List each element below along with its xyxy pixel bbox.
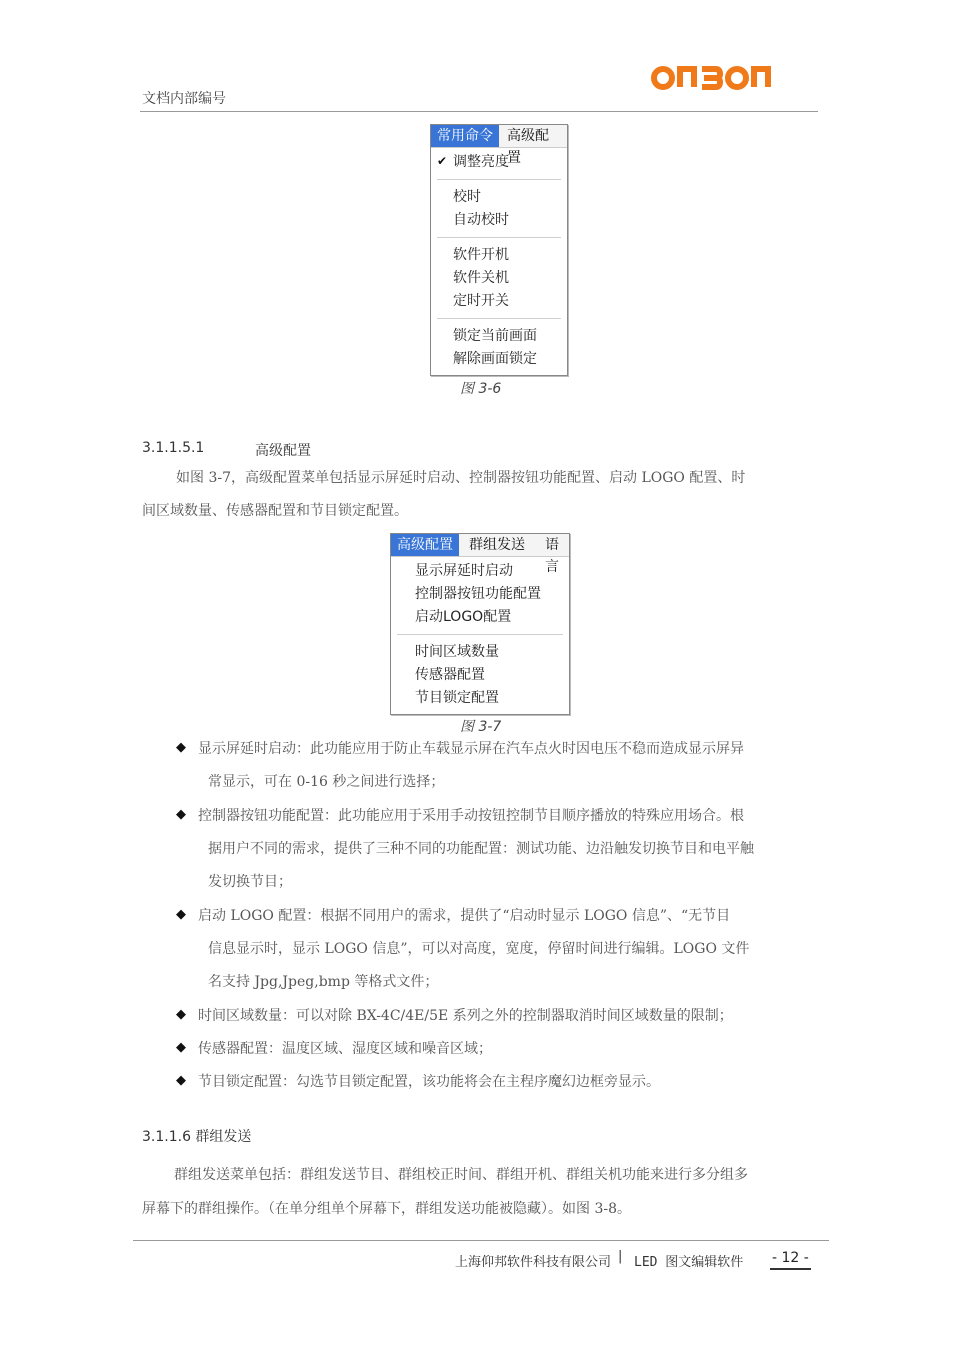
section-heading: 3.1.1.6 群组发送 [142, 1129, 252, 1145]
onbon-logo-graphic [650, 65, 778, 91]
bullet-line: 名支持 Jpg,Jpeg,bmp 等格式文件； [208, 974, 439, 990]
bullet-line: 信息显示时，显示 LOGO 信息”，可以对高度，宽度，停留时间进行编辑。LOGO 文件 [208, 941, 750, 957]
bullet-line: 启动 LOGO 配置：根据不同用户的需求，提供了“启动时显示 LOGO 信息”、“无节目 [198, 908, 731, 924]
footer-company: 上海仰邦软件科技有限公司 [455, 1255, 612, 1270]
menu-item-time-zone-count[interactable]: 时间区域数量 [415, 644, 499, 660]
figure-3-7-caption: 图 3-7 [460, 719, 502, 735]
menu-separator [437, 237, 561, 238]
menu-advanced-config[interactable]: 高级配置 [391, 534, 459, 556]
bullet-diamond-icon: ◆ [176, 907, 186, 922]
bullet-line: 发切换节目； [208, 874, 292, 890]
section-number: 3.1.1.5.1 [142, 440, 205, 456]
bullet-diamond-icon: ◆ [176, 1073, 186, 1088]
menu-item-delayed-start[interactable]: 显示屏延时启动 [415, 563, 513, 579]
paragraph-line: 如图 3-7，高级配置菜单包括显示屏延时启动、控制器按钮功能配置、启动 LOGO 配置、时 [176, 470, 746, 486]
bullet-line: 常显示，可在 0-16 秒之间进行选择； [208, 774, 445, 790]
bullet-diamond-icon: ◆ [176, 1040, 186, 1055]
header-rule [140, 111, 818, 112]
document-number-label: 文档内部编号 [142, 91, 226, 107]
paragraph-line: 群组发送菜单包括：群组发送节目、群组校正时间、群组开机、群组关机功能来进行多分组多 [174, 1167, 748, 1183]
menu-advanced-config[interactable]: 高级配置 [507, 128, 549, 166]
menu-item-program-lock[interactable]: 节目锁定配置 [415, 690, 499, 706]
menu-item-button-config[interactable]: 控制器按钮功能配置 [415, 586, 541, 602]
menu-item-lock-screen[interactable]: 锁定当前画面 [453, 328, 537, 344]
bullet-diamond-icon: ◆ [176, 740, 186, 755]
footer-product: LED 图文编辑软件 [634, 1255, 744, 1270]
menu-item-software-power-off[interactable]: 软件关机 [453, 270, 509, 286]
menu-language[interactable]: 语言 [545, 537, 559, 575]
menu-common-commands[interactable]: 常用命令 [431, 125, 499, 147]
menu-item-adjust-brightness[interactable]: 调整亮度 [453, 154, 509, 170]
menu-item-sensor-config[interactable]: 传感器配置 [415, 667, 485, 683]
section-title: 高级配置 [255, 443, 311, 459]
bullet-line: 传感器配置：温度区域、湿度区域和噪音区域； [198, 1041, 492, 1057]
menu-item-timed-switch[interactable]: 定时开关 [453, 293, 509, 309]
menu-group-send[interactable]: 群组发送 [469, 537, 525, 553]
menu-item-logo-config[interactable]: 启动LOGO配置 [415, 609, 512, 625]
paragraph-line: 屏幕下的群组操作。（在单分组单个屏幕下，群组发送功能被隐藏）。如图 3-8。 [142, 1201, 631, 1217]
bullet-line: 时间区域数量：可以对除 BX-4C/4E/5E 系列之外的控制器取消时间区域数量的限制； [198, 1008, 733, 1024]
menu-separator [437, 179, 561, 180]
footer-rule [133, 1240, 829, 1241]
paragraph-line: 间区域数量、传感器配置和节目锁定配置。 [142, 503, 408, 519]
check-icon: ✔ [437, 154, 448, 168]
menu-item-time-calibration[interactable]: 校时 [453, 189, 481, 205]
advanced-config-menu [390, 533, 570, 715]
bullet-line: 控制器按钮功能配置：此功能应用于采用手动按钮控制节目顺序播放的特殊应用场合。根 [198, 808, 744, 824]
page-number: - 12 - [770, 1250, 811, 1270]
menu-item-software-power-on[interactable]: 软件开机 [453, 247, 509, 263]
bullet-line: 显示屏延时启动：此功能应用于防止车载显示屏在汽车点火时因电压不稳而造成显示屏异 [198, 741, 744, 757]
menu-item-auto-time-calibration[interactable]: 自动校时 [453, 212, 509, 228]
onbon-logo [650, 64, 778, 99]
bullet-diamond-icon: ◆ [176, 807, 186, 822]
menu-separator [397, 634, 563, 635]
bullet-diamond-icon: ◆ [176, 1007, 186, 1022]
bullet-line: 节目锁定配置：勾选节目锁定配置，该功能将会在主程序魔幻边框旁显示。 [198, 1074, 660, 1090]
figure-3-6-caption: 图 3-6 [460, 381, 502, 397]
menu-separator [437, 318, 561, 319]
common-commands-menu [430, 124, 568, 376]
menu-item-unlock-screen[interactable]: 解除画面锁定 [453, 351, 537, 367]
bullet-line: 据用户不同的需求，提供了三种不同的功能配置：测试功能、边沿触发切换节目和电平触 [208, 841, 754, 857]
footer-divider: | [618, 1249, 623, 1264]
